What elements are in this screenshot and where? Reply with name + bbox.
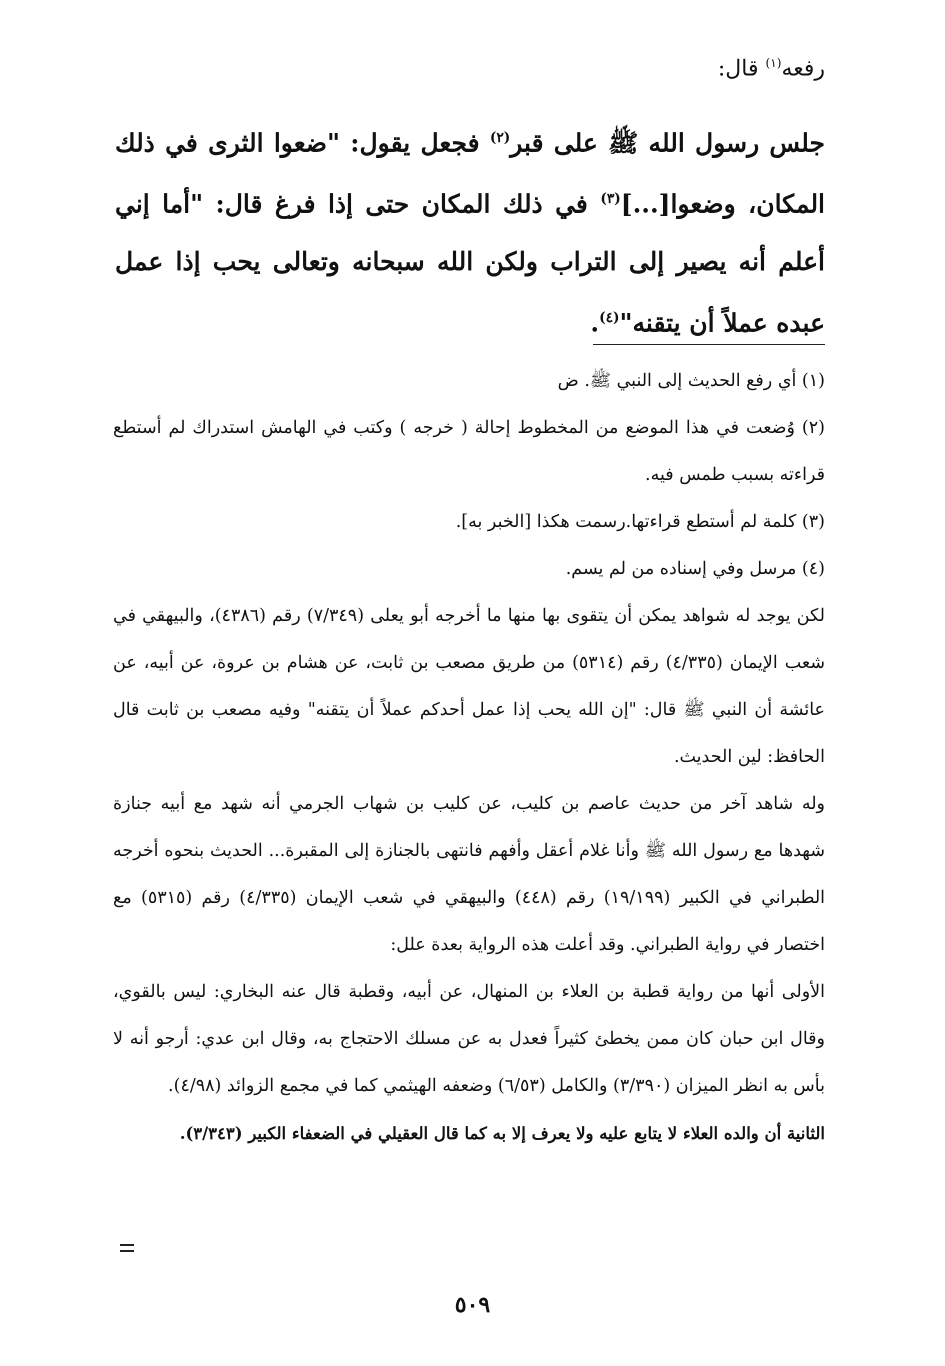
footnote-marker-3: (٣) <box>600 191 621 208</box>
footnote-1: (١) أي رفع الحديث إلى النبي ﷺ. ض <box>557 371 825 391</box>
hadith-part-3: في ذلك المكان حتى إذا فرغ قال: "أما إني أعلم أنه يصير إلى التراب ولكن الله سبحانه وتعالى يحب إذا عمل عبده عملاً أن يتقنه" <box>115 189 825 337</box>
footnote-2: (٢) وُضعت في هذا الموضع من المخطوط إحالة ( خرجه ) وكتب في الهامش استدراك لم أستطع قراءته بسبب طمس فيه. <box>113 418 825 485</box>
footnote-4: (٤) مرسل وفي إسناده من لم يسم. <box>565 559 825 579</box>
hadith-part-2: فجعل يقول: "ضعوا الثرى في ذلك المكان، وضعوا[...] <box>115 128 826 219</box>
end-mark <box>120 1244 134 1252</box>
hadith-end: . <box>590 307 600 337</box>
footnote-separator <box>593 344 825 345</box>
page-number: ٥٠٩ <box>454 1292 491 1318</box>
footnotes <box>113 358 825 1157</box>
footnote-3: (٣) كلمة لم أستطع قراءتها.رسمت هكذا [الخبر به]. <box>455 512 825 532</box>
commentary-final-line: الثانية أن والده العلاء لا يتابع عليه ولا يعرف إلا به كما قال العقيلي في الضعفاء الكبير (٣/٣٤٣). <box>179 1124 825 1143</box>
footnote-marker-2: (٢) <box>489 130 511 146</box>
commentary-paragraph-1: لكن يوجد له شواهد يمكن أن يتقوى بها منها ما أخرجه أبو يعلى (٧/٣٤٩) رقم (٤٣٨٦)، والبيهقي في شعب الإيمان (٤/٣٣٥) رقم (٥٣١٤) من طريق مصعب بن ثابت، عن هشام بن عروة، عن أبيه، عن عائشة أن النبي ﷺ قال: "إن الله يحب إذا عمل أحدكم عملاً أن يتقنه" وفيه مصعب بن ثابت قال الحافظ: لين الحديث. <box>113 606 826 767</box>
intro-prefix: رفعه <box>781 56 825 82</box>
hadith-part-1: جلس رسول الله ﷺ على قبر <box>510 128 826 158</box>
commentary-paragraph-2: وله شاهد آخر من حديث عاصم بن كليب، عن كليب بن شهاب الجرمي أنه شهد مع أبيه جنازة شهدها مع رسول الله ﷺ وأنا غلام أعقل وأفهم فانتهى بالجنازة إلى المقبرة... الحديث بنحوه أخرجه الطبراني في الكبير (١٩/١٩٩) رقم (٤٤٨) والبيهقي في شعب الإيمان (٤/٣٣٥) رقم (٥٣١٥) مع اختصار في رواية الطبراني. وقد أعلت هذه الرواية بعدة علل: <box>113 794 826 955</box>
commentary-paragraph-3: الأولى أنها من رواية قطبة بن العلاء بن المنهال، عن أبيه، وقطبة قال عنه البخاري: ليس بالقوي، وقال ابن حبان كان ممن يخطئ كثيراً فعدل به عن مسلك الاحتجاج به، وقال ابن عدي: أرجو أنه لا بأس به انظر الميزان (٣/٣٩٠) والكامل (٦/٥٣) وضعفه الهيثمي كما في مجمع الزوائد (٤/٩٨). <box>113 982 825 1096</box>
hadith-text <box>115 110 825 351</box>
footnote-marker-4: (٤) <box>599 309 620 326</box>
intro-line <box>125 56 825 81</box>
footnote-marker-1: (١) <box>765 56 782 70</box>
intro-suffix: قال: <box>717 56 766 82</box>
